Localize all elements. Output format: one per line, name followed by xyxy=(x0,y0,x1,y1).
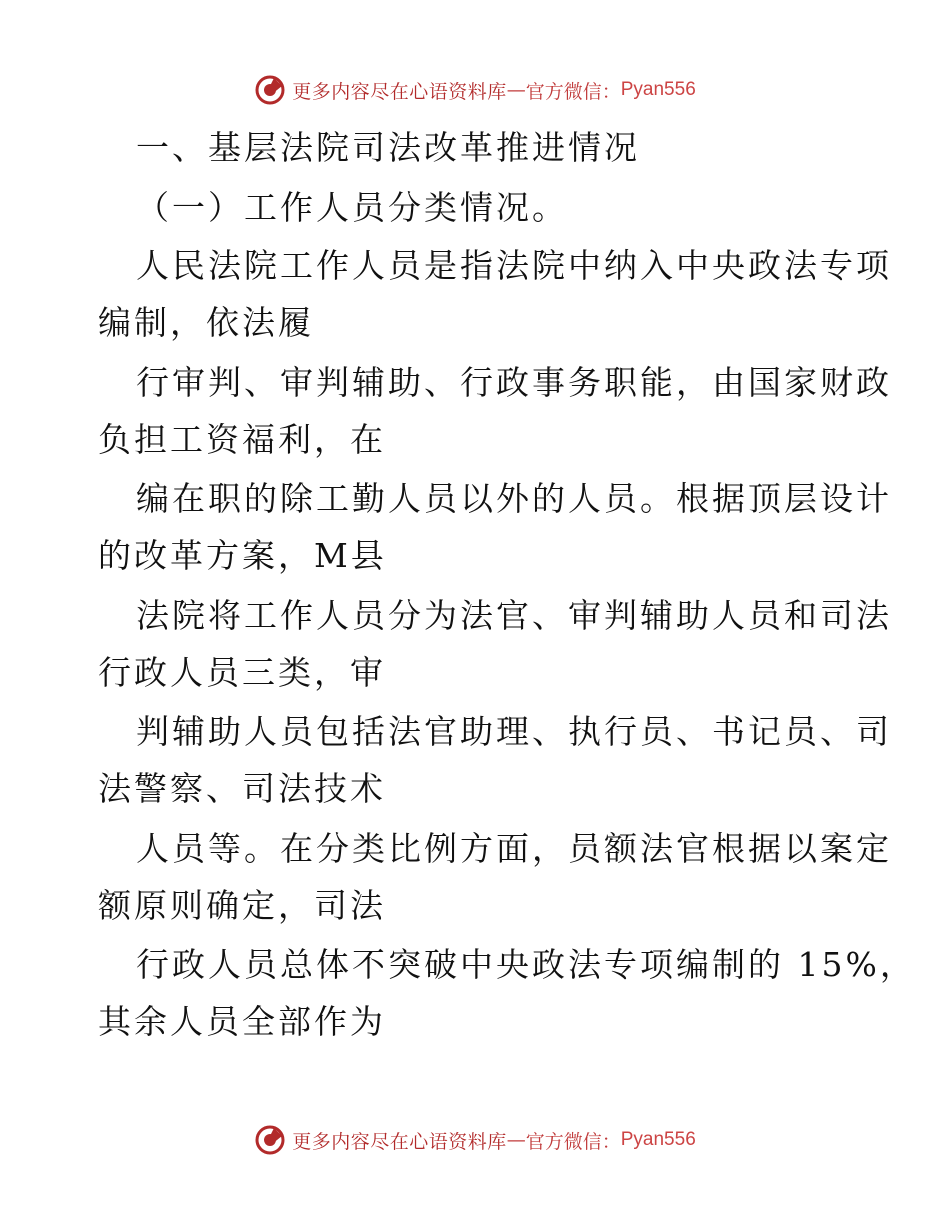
paragraph-line: 的改革方案，M县 xyxy=(98,536,387,575)
paragraph-line: 判辅助人员包括法官助理、执行员、书记员、司 xyxy=(136,712,892,751)
paragraph-line: 编制，依法履 xyxy=(98,303,314,342)
pen-seal-icon xyxy=(254,74,286,106)
paragraph-line: 行审判、审判辅助、行政事务职能，由国家财政 xyxy=(136,363,892,402)
banner-separator: — xyxy=(506,1129,526,1151)
banner-wechat-label: 官方微信： xyxy=(525,1130,621,1153)
footer-banner xyxy=(0,1120,950,1160)
header-banner xyxy=(0,70,950,110)
section-heading: 一、基层法院司法改革推进情况 xyxy=(136,128,640,167)
paragraph-line: 人员等。在分类比例方面，员额法官根据以案定 xyxy=(136,829,892,868)
paragraph-line: 负担工资福利，在 xyxy=(98,420,386,459)
banner-wechat-id: Pyan556 xyxy=(620,1129,696,1150)
paragraph-line: 法警察、司法技术 xyxy=(98,769,386,808)
banner-text: 更多内容尽在心语资料库 xyxy=(292,80,507,103)
paragraph-line: 行政人员三类，审 xyxy=(98,653,386,692)
banner-wechat-label: 官方微信： xyxy=(525,80,621,103)
paragraph-line: 额原则确定，司法 xyxy=(98,886,386,925)
paragraph-line: 编在职的除工勤人员以外的人员。根据顶层设计 xyxy=(136,479,892,518)
banner-text: 更多内容尽在心语资料库 xyxy=(292,1130,507,1153)
paragraph-line: 法院将工作人员分为法官、审判辅助人员和司法 xyxy=(136,596,892,635)
banner-wechat-id: Pyan556 xyxy=(620,79,696,100)
pen-seal-icon xyxy=(254,1124,286,1156)
paragraph-line: 行政人员总体不突破中央政法专项编制的 15%， xyxy=(136,945,916,984)
banner-separator: — xyxy=(506,79,526,101)
subsection-heading: （一）工作人员分类情况。 xyxy=(136,188,568,227)
paragraph-line: 人民法院工作人员是指法院中纳入中央政法专项 xyxy=(136,246,892,285)
paragraph-line: 其余人员全部作为 xyxy=(98,1002,386,1041)
